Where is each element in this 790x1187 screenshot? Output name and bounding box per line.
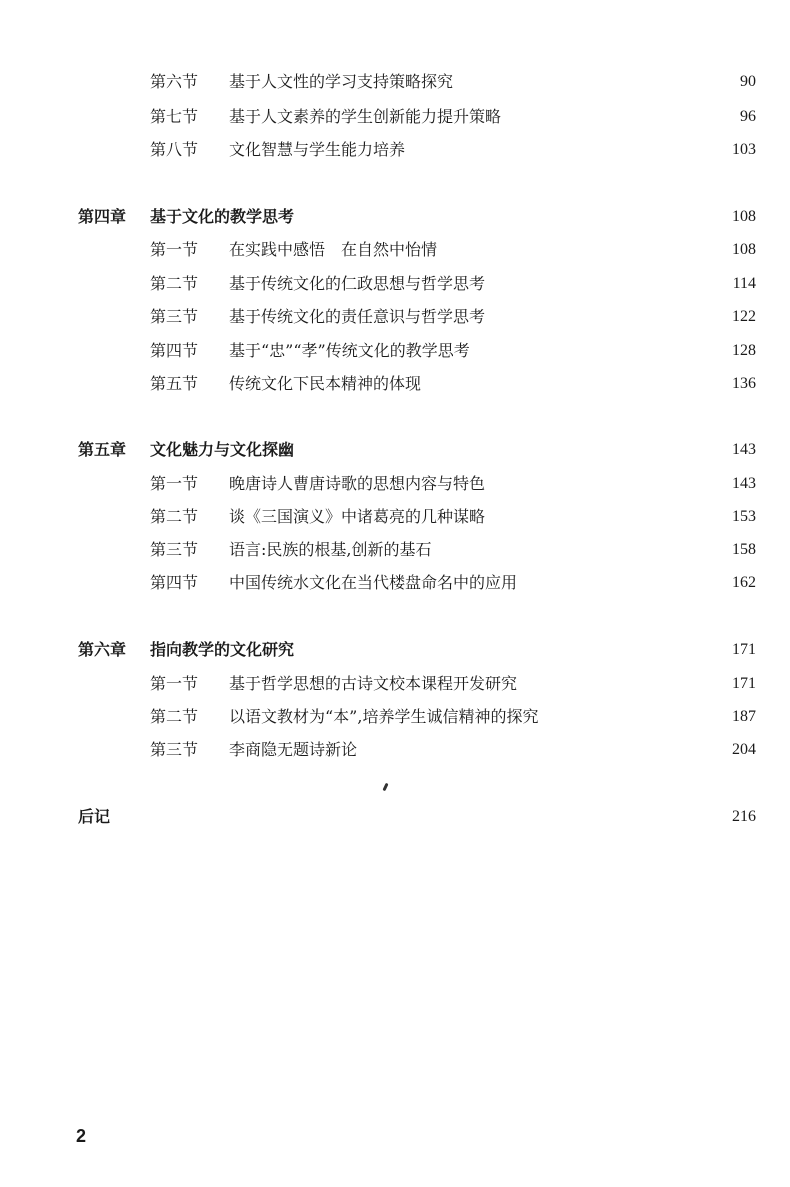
- chapter-label: 第五章: [78, 440, 127, 459]
- section-title: 基于人文性的学习支持策略探究: [229, 72, 454, 91]
- toc-section-row: [0, 103, 790, 131]
- toc-section-row: [0, 337, 790, 365]
- toc-section-row: [0, 736, 790, 764]
- chapter-page: 143: [732, 441, 756, 458]
- section-label: 第六节: [150, 72, 199, 91]
- section-label: 第二节: [150, 274, 199, 293]
- section-page: 143: [732, 475, 756, 492]
- afterword-page: 216: [732, 808, 756, 825]
- section-page: 187: [732, 708, 756, 725]
- toc-section-row: [0, 68, 790, 96]
- section-title: 李商隐无题诗新论: [229, 740, 358, 759]
- section-label: 第四节: [150, 341, 199, 360]
- section-label: 第一节: [150, 474, 199, 493]
- section-label: 第四节: [150, 573, 199, 592]
- chapter-title: 基于文化的教学思考: [150, 207, 295, 226]
- section-title: 基于哲学思想的古诗文校本课程开发研究: [229, 674, 518, 693]
- section-title: 基于“忠”“孝”传统文化的教学思考: [229, 341, 470, 360]
- section-page: 158: [732, 541, 756, 558]
- section-label: 第二节: [150, 507, 199, 526]
- section-page: 136: [732, 375, 756, 392]
- section-label: 第三节: [150, 307, 199, 326]
- section-title: 基于传统文化的责任意识与哲学思考: [229, 307, 486, 326]
- section-page: 108: [732, 241, 756, 258]
- section-label: 第三节: [150, 540, 199, 559]
- toc-section-row: [0, 303, 790, 331]
- section-title: 基于人文素养的学生创新能力提升策略: [229, 107, 502, 126]
- section-label: 第一节: [150, 240, 199, 259]
- section-page: 90: [740, 73, 756, 90]
- section-title: 在实践中感悟 在自然中怡情: [229, 240, 438, 259]
- section-page: 128: [732, 342, 756, 359]
- toc-section-row: [0, 470, 790, 498]
- print-speck: [382, 783, 388, 792]
- footer-page-number: 2: [76, 1126, 87, 1146]
- section-label: 第三节: [150, 740, 199, 759]
- chapter-page: 108: [732, 208, 756, 225]
- toc-section-row: [0, 136, 790, 164]
- toc-section-row: [0, 703, 790, 731]
- chapter-page: 171: [732, 641, 756, 658]
- section-title: 语言:民族的根基,创新的基石: [229, 540, 432, 559]
- toc-section-row: [0, 569, 790, 597]
- section-page: 153: [732, 508, 756, 525]
- toc-section-row: [0, 370, 790, 398]
- section-page: 171: [732, 675, 756, 692]
- chapter-title: 文化魅力与文化探幽: [150, 440, 295, 459]
- section-title: 谈《三国演义》中诸葛亮的几种谋略: [229, 507, 486, 526]
- toc-section-row: [0, 236, 790, 264]
- section-page: 122: [732, 308, 756, 325]
- chapter-title: 指向教学的文化研究: [150, 640, 295, 659]
- toc-chapter-row: [0, 203, 790, 231]
- section-page: 204: [732, 741, 756, 758]
- section-page: 96: [740, 108, 756, 125]
- section-title: 传统文化下民本精神的体现: [229, 374, 422, 393]
- toc-afterword-row: [0, 803, 790, 831]
- afterword-label: 后记: [78, 807, 111, 826]
- section-label: 第八节: [150, 140, 199, 159]
- chapter-label: 第六章: [78, 640, 127, 659]
- section-title: 晚唐诗人曹唐诗歌的思想内容与特色: [229, 474, 486, 493]
- section-page: 103: [732, 141, 756, 158]
- chapter-label: 第四章: [78, 207, 127, 226]
- toc-chapter-row: [0, 636, 790, 664]
- section-title: 基于传统文化的仁政思想与哲学思考: [229, 274, 486, 293]
- section-page: 162: [732, 574, 756, 591]
- section-title: 中国传统水文化在当代楼盘命名中的应用: [229, 573, 518, 592]
- section-label: 第五节: [150, 374, 199, 393]
- toc-section-row: [0, 536, 790, 564]
- toc-chapter-row: [0, 436, 790, 464]
- section-label: 第七节: [150, 107, 199, 126]
- section-title: 以语文教材为“本”,培养学生诚信精神的探究: [229, 707, 539, 726]
- toc-section-row: [0, 670, 790, 698]
- toc-section-row: [0, 270, 790, 298]
- toc-section-row: [0, 503, 790, 531]
- section-page: 114: [732, 275, 756, 292]
- section-label: 第二节: [150, 707, 199, 726]
- section-title: 文化智慧与学生能力培养: [229, 140, 406, 159]
- section-label: 第一节: [150, 674, 199, 693]
